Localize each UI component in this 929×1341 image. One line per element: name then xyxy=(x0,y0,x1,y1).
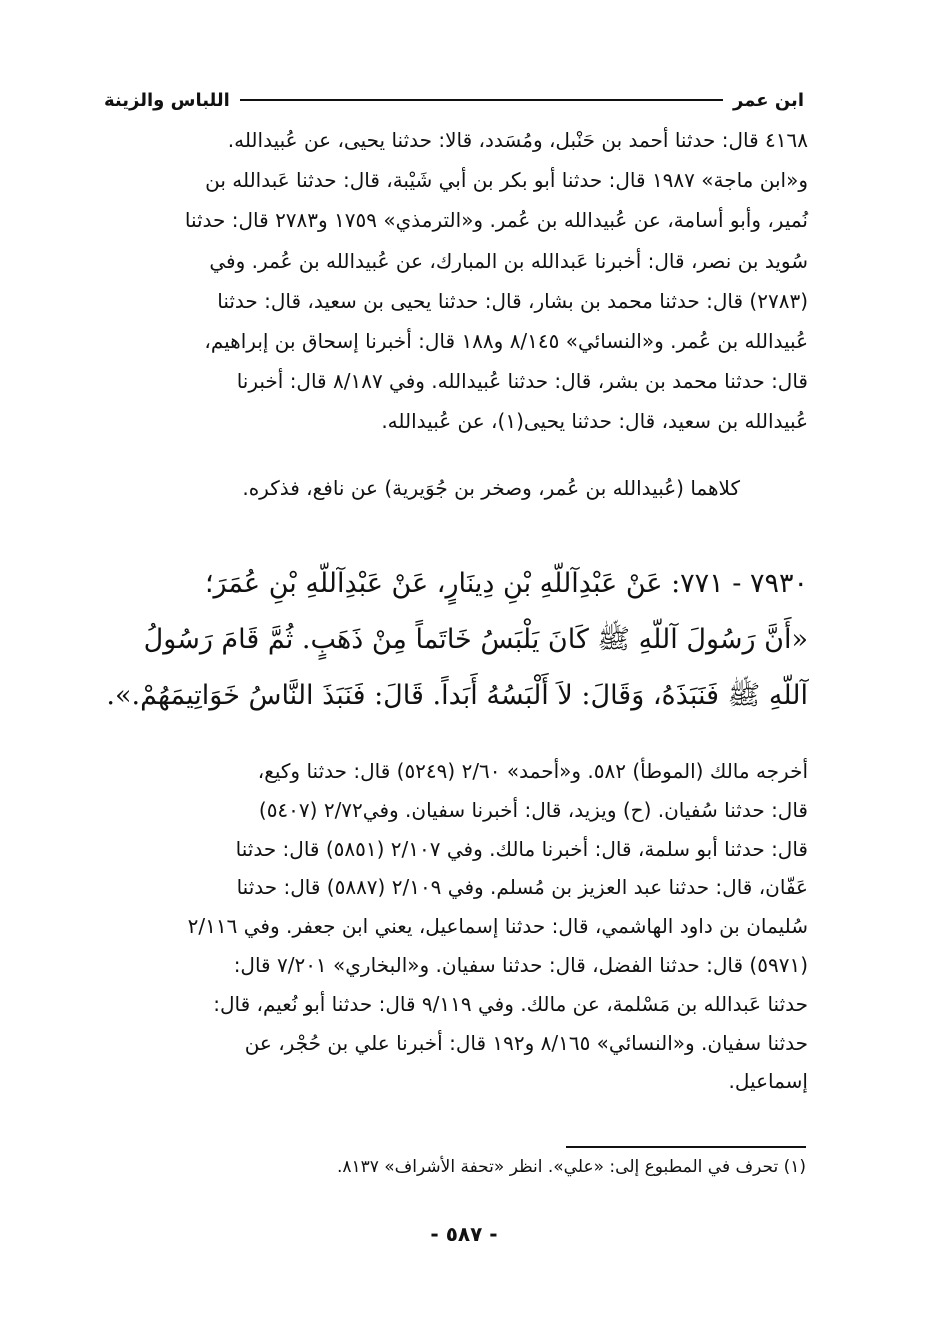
header-rule xyxy=(240,99,723,101)
text-line: ٤١٦٨ قال: حدثنا أحمد بن حَنْبل، ومُسَدد، قالا: حدثنا يحيى، عن عُبيدالله. xyxy=(227,128,808,152)
text-line: (٢٧٨٣) قال: حدثنا محمد بن بشار، قال: حدثنا يحيى بن سعيد، قال: حدثنا xyxy=(217,288,808,313)
text-line: عُبيدالله بن عُمر. و«النسائي» ٨/١٤٥ و١٨٨ قال: أخبرنا إسحاق بن إبراهيم، xyxy=(204,329,808,354)
text-line: عَفّان، قال: حدثنا عبد العزيز بن مُسلم. وفي ٢/١٠٩ (٥٨٨٧) قال: حدثنا xyxy=(236,875,808,900)
sources-continued xyxy=(100,120,808,442)
hadith-line: «أَنَّ رَسُولَ آللّهِ ﷺ كَانَ يَلْبَسُ خَاتَماً مِنْ ذَهَبٍ. ثُمَّ قَامَ رَسُولُ xyxy=(143,624,808,655)
hadith-text xyxy=(100,556,808,724)
text-line: قال: حدثنا أبو سلمة، قال: أخبرنا مالك. وفي ٢/١٠٧ (٥٨٥١) قال: حدثنا xyxy=(235,836,808,861)
chain-summary: كلاهما (عُبيدالله بن عُمر، وصخر بن جُوَيرية) عن نافع، فذكره. xyxy=(242,476,740,500)
header-book-section: اللباس والزينة xyxy=(104,89,230,111)
text-line: (٥٩٧١) قال: حدثنا الفضل، قال: حدثنا سفيان. و«البخاري» ٧/٢٠١ قال: xyxy=(233,952,808,977)
takhrij-sources xyxy=(100,752,808,1101)
text-line: إسماعيل. xyxy=(728,1069,808,1094)
footnote-divider xyxy=(566,1146,806,1148)
header-narrator: ابن عمر xyxy=(733,89,804,111)
text-line: قال: حدثنا محمد بن بشر، قال: حدثنا عُبيدالله. وفي ٨/١٨٧ قال: أخبرنا xyxy=(236,369,808,394)
text-line: سُليمان بن داود الهاشمي، قال: حدثنا إسماعيل، يعني ابن جعفر. وفي ٢/١١٦ xyxy=(187,914,808,939)
text-line: قال: حدثنا سُفيان. (ح) ويزيد، قال: أخبرنا سفيان. وفي٢/٧٢ (٥٤٠٧) xyxy=(258,797,808,822)
running-header xyxy=(104,86,804,114)
text-line: حدثنا سفيان. و«النسائي» ٨/١٦٥ و١٩٢ قال: أخبرنا علي بن حُجْر، عن xyxy=(244,1030,808,1055)
text-line: عُبيدالله بن سعيد، قال: حدثنا يحيى(١)، عن عُبيدالله. xyxy=(381,409,808,434)
text-line: نُمير، وأبو أسامة، عن عُبيدالله بن عُمر. و«الترمذي» ١٧٥٩ و٢٧٨٣ قال: حدثنا xyxy=(184,208,808,233)
text-line: و«ابن ماجة» ١٩٨٧ قال: حدثنا أبو بكر بن أبي شَيْبة، قال: حدثنا عَبدالله بن xyxy=(205,168,808,193)
text-line: حدثنا عَبدالله بن مَسْلمة، عن مالك. وفي ٩/١١٩ قال: حدثنا أبو نُعيم، قال: xyxy=(213,991,808,1016)
page-number: - ٥٨٧ - xyxy=(430,1222,498,1246)
text-line: أخرجه مالك (الموطأ) ٥٨٢. و«أحمد» ٢/٦٠ (٥٢٤٩) قال: حدثنا وكيع، xyxy=(257,759,808,783)
hadith-line: ٧٩٣٠ - ٧٧١: عَنْ عَبْدِآللّهِ بْنِ دِينَارٍ، عَنْ عَبْدِآللّهِ بْنِ عُمَرَ؛ xyxy=(204,568,808,599)
footnote: (١) تحرف في المطبوع إلى: «علي». انظر «تحفة الأشراف» ٨١٣٧. xyxy=(336,1157,806,1177)
text-line: سُويد بن نصر، قال: أخبرنا عَبدالله بن المبارك، عن عُبيدالله بن عُمر. وفي xyxy=(209,248,808,273)
hadith-line: آللّهِ ﷺ فَنَبَذَهُ، وَقَالَ: لاَ أَلْبَسُهُ أَبَداً. قَالَ: فَنَبَذَ النَّاسُ خَوَاتِيمَهُمْ.». xyxy=(106,680,808,711)
